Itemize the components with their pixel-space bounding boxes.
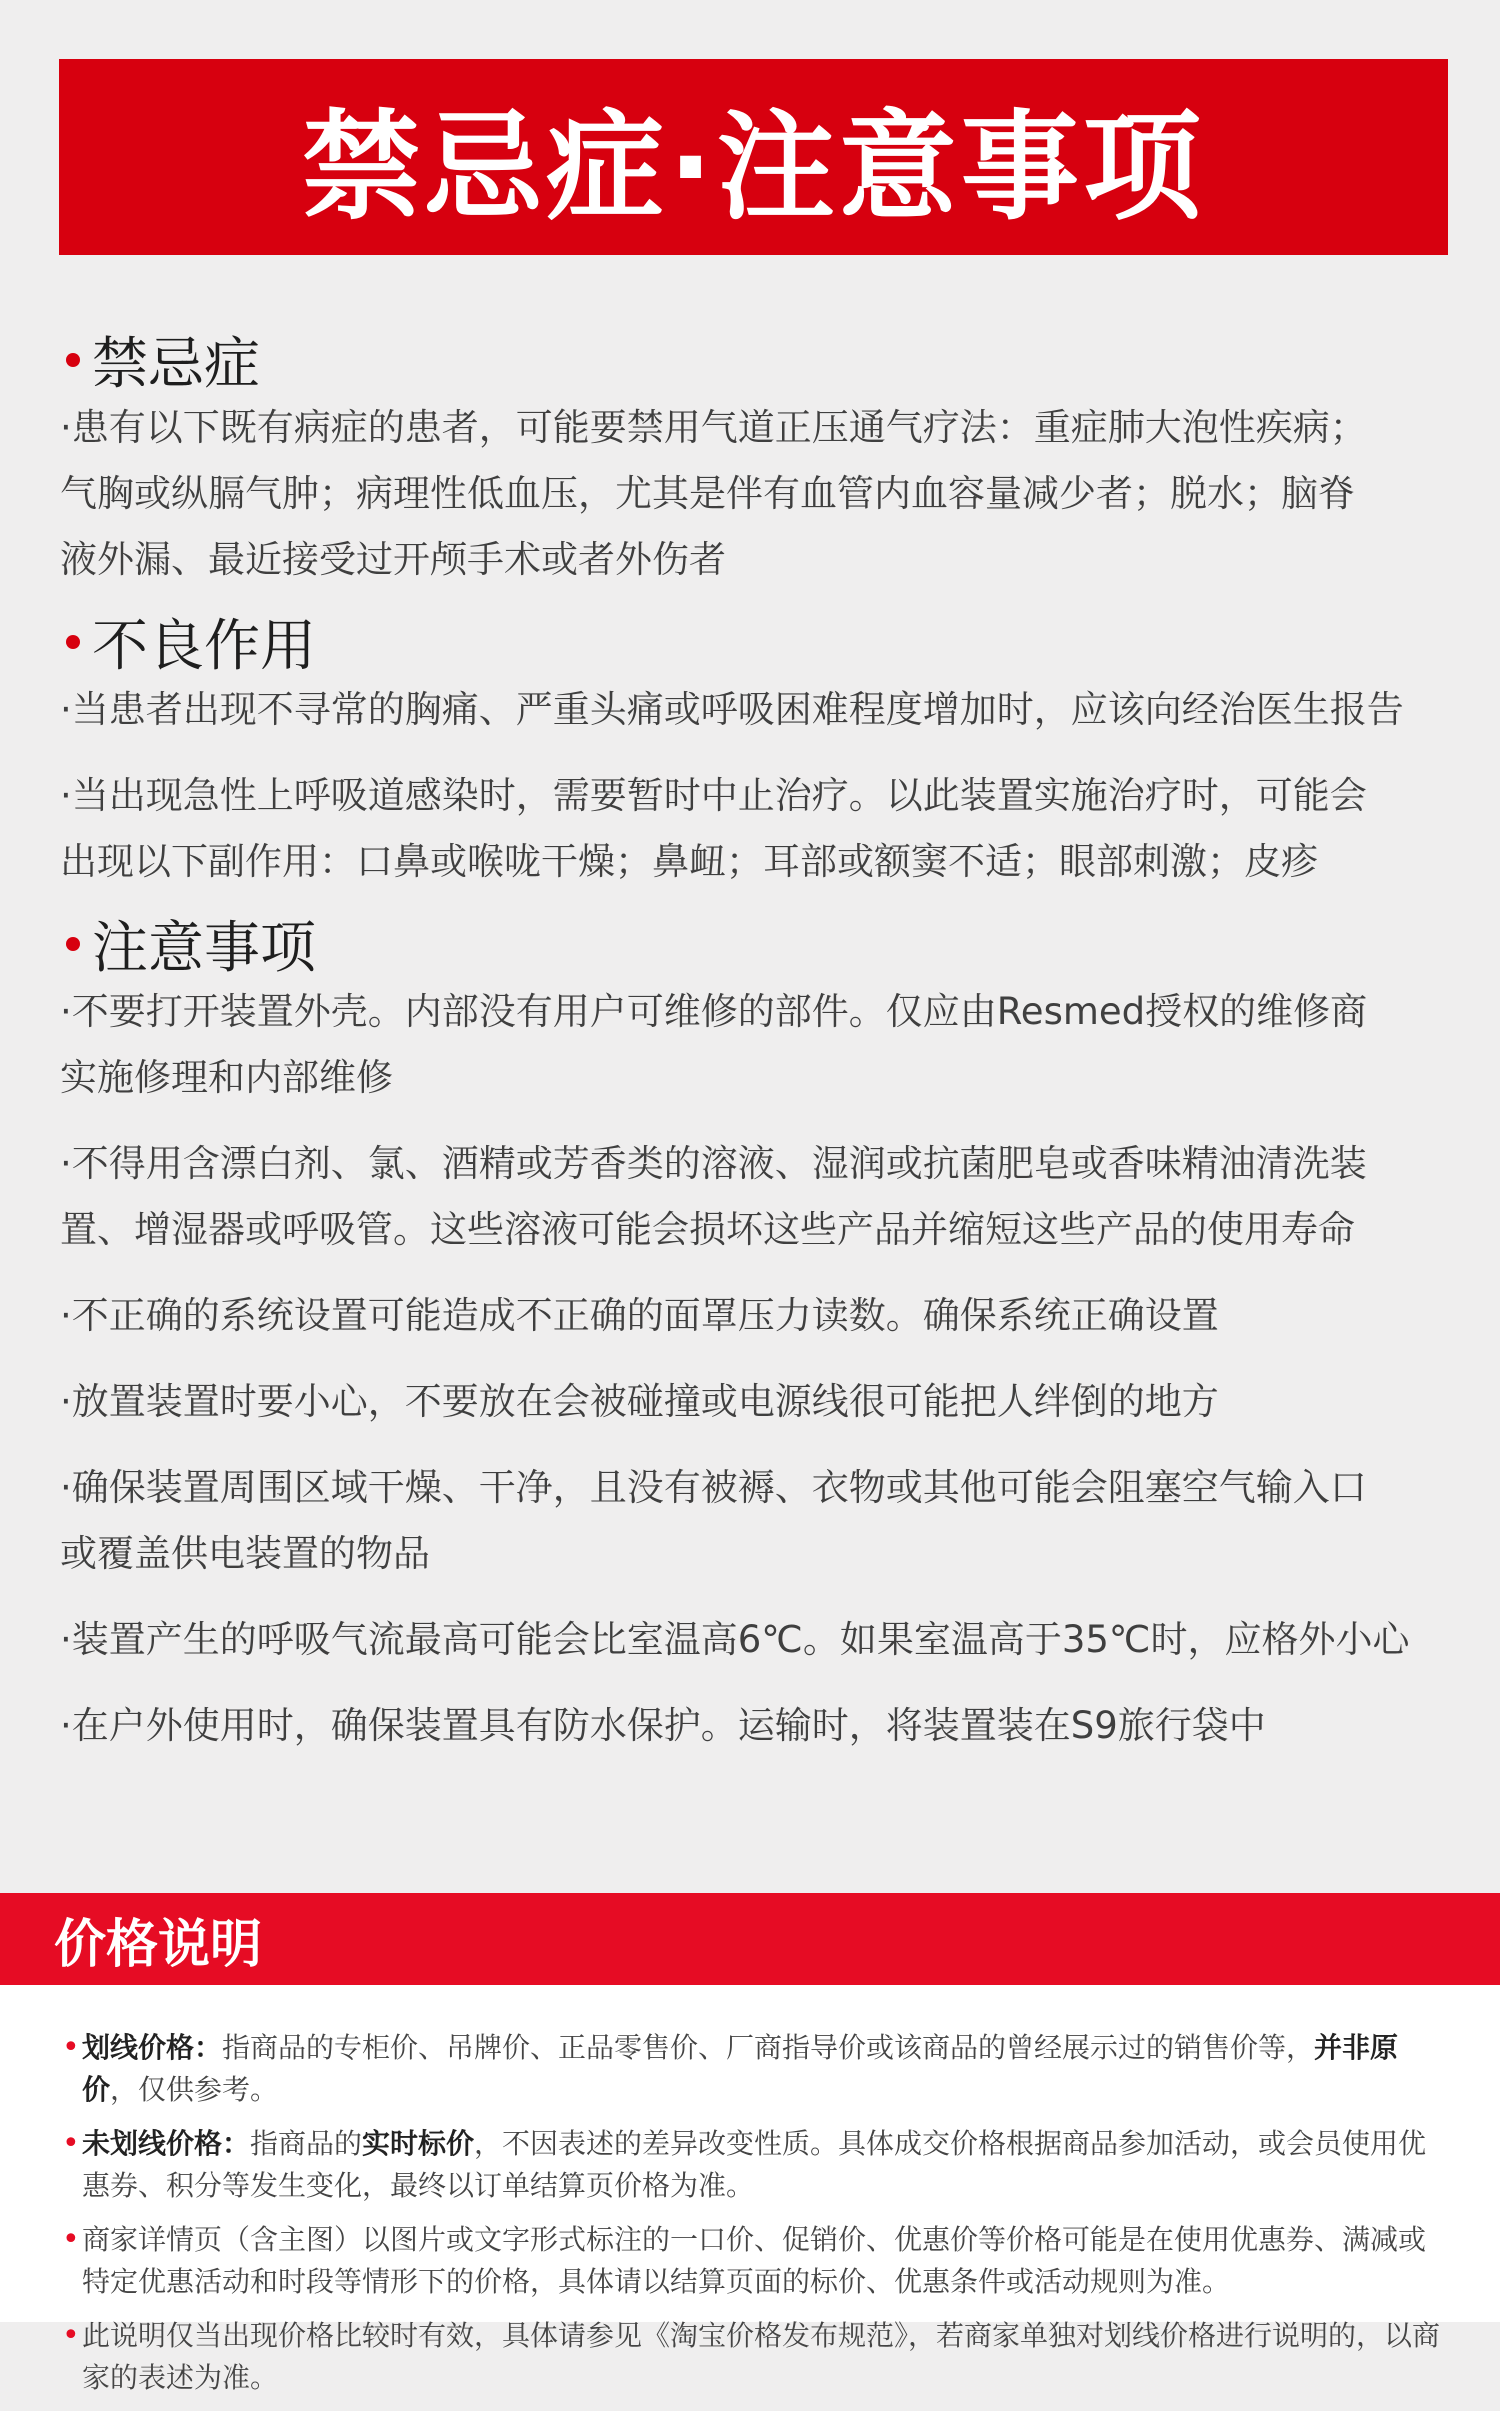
section-heading-contraindications [60, 325, 1450, 395]
bullet-dot-icon [66, 635, 80, 649]
section-heading-precautions [60, 909, 1450, 979]
item-text: 商家详情页（含主图）以图片或文字形式标注的一口价、促销价、优惠价等价格可能是在使用优惠券、满减或特定优惠活动和时段等情形下的价格，具体请以结算页面的标价、优惠条件或活动规则为准。 [82, 2223, 1427, 2298]
item-text: 指商品的专柜价、吊牌价、正品零售价、厂商指导价或该商品的曾经展示过的销售价等， [222, 2031, 1315, 2064]
text-line: ·不要打开装置外壳。内部没有用户可维修的部件。仅应由Resmed授权的维修商 [60, 990, 1368, 1033]
text-line: 出现以下副作用：口鼻或喉咙干燥；鼻衄；耳部或额窦不适；眼部刺激；皮疹 [60, 840, 1318, 883]
paragraph [60, 1283, 1450, 1349]
main-content [60, 325, 1450, 1759]
paragraph [60, 1607, 1450, 1673]
bullet-dot-icon: • [62, 2318, 80, 2353]
item-tail: ，不因表述的差异改变性质。具体成交价格根据商品参加活动，或会员使用优惠券、积分等发生变化，最终以订单结算页价格为准。 [82, 2127, 1427, 2202]
price-section-header [0, 1893, 1500, 1985]
list-item [62, 2315, 1452, 2399]
paragraph [60, 763, 1450, 895]
text-line: ·放置装置时要小心，不要放在会被碰撞或电源线很可能把人绊倒的地方 [60, 1380, 1219, 1423]
text-line: ·患有以下既有病症的患者，可能要禁用气道正压通气疗法：重症肺大泡性疾病； [60, 406, 1367, 449]
bullet-dot-icon [66, 353, 80, 367]
text-line: 实施修理和内部维修 [60, 1056, 393, 1099]
text-line: 置、增湿器或呼吸管。这些溶液可能会损坏这些产品并缩短这些产品的使用寿命 [60, 1208, 1355, 1251]
item-emphasis: 并非原价 [82, 2031, 1399, 2106]
paragraph [60, 1131, 1450, 1263]
text-line: ·当出现急性上呼吸道感染时，需要暂时中止治疗。以此装置实施治疗时，可能会 [60, 774, 1367, 817]
text-line: 液外漏、最近接受过开颅手术或者外伤者 [60, 538, 726, 581]
text-line: ·确保装置周围区域干燥、干净，且没有被褥、衣物或其他可能会阻塞空气输入口 [60, 1466, 1367, 1509]
text-line: 气胸或纵膈气肿；病理性低血压，尤其是伴有血管内血容量减少者；脱水；脑脊 [60, 472, 1355, 515]
list-item [62, 2219, 1452, 2303]
paragraph [60, 979, 1450, 1111]
list-item [62, 2123, 1452, 2207]
text-line: ·不得用含漂白剂、氯、酒精或芳香类的溶液、湿润或抗菌肥皂或香味精油清洗装 [60, 1142, 1367, 1185]
paragraph [60, 1455, 1450, 1587]
item-text: 此说明仅当出现价格比较时有效，具体请参见《淘宝价格发布规范》，若商家单独对划线价格进行说明的，以商家的表述为准。 [82, 2319, 1441, 2394]
paragraph [60, 395, 1450, 593]
bullet-dot-icon: • [62, 2030, 80, 2065]
title-banner [59, 59, 1448, 255]
item-emphasis: 实时标价 [362, 2127, 475, 2160]
list-item [62, 2027, 1452, 2111]
page-title: 禁忌症·注意事项 [302, 98, 1205, 236]
price-list [62, 2027, 1452, 2411]
price-notes [0, 1985, 1500, 2394]
section-heading-adverse-effects [60, 607, 1450, 677]
text-line: 或覆盖供电装置的物品 [60, 1532, 430, 1575]
bullet-dot-icon: • [62, 2222, 80, 2257]
item-label: 划线价格： [82, 2031, 223, 2064]
paragraph [60, 1693, 1450, 1759]
text-line: ·在户外使用时，确保装置具有防水保护。运输时，将装置装在S9旅行袋中 [60, 1704, 1266, 1747]
section-title: 不良作用 [92, 614, 316, 679]
paragraph [60, 677, 1450, 743]
bullet-dot-icon: • [62, 2126, 80, 2161]
item-label: 未划线价格： [82, 2127, 251, 2160]
section-title: 注意事项 [92, 916, 316, 981]
item-text: 指商品的 [250, 2127, 363, 2160]
price-section-title: 价格说明 [54, 1914, 263, 1975]
text-line: ·装置产生的呼吸气流最高可能会比室温高6℃。如果室温高于35℃时，应格外小心 [60, 1618, 1410, 1661]
bullet-dot-icon [66, 937, 80, 951]
text-line: ·当患者出现不寻常的胸痛、严重头痛或呼吸困难程度增加时，应该向经治医生报告 [60, 688, 1404, 731]
text-line: ·不正确的系统设置可能造成不正确的面罩压力读数。确保系统正确设置 [60, 1294, 1219, 1337]
paragraph [60, 1369, 1450, 1435]
item-tail: ，仅供参考。 [110, 2073, 279, 2106]
section-title: 禁忌症 [92, 332, 260, 397]
